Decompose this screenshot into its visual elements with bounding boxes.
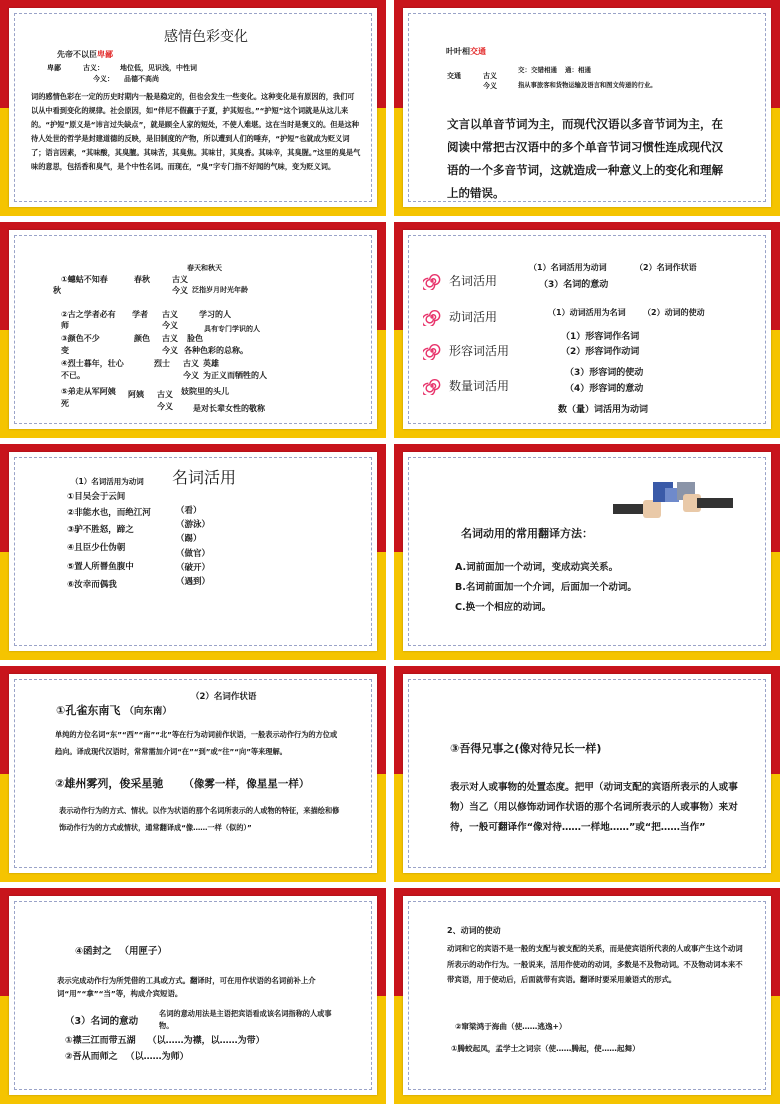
- body-paragraph: 表示对人或事物的处置态度。把甲（动词支配的宾语所表示的人或事物）当乙（用以修饰动词作状语的那个名词所表示的人或事物）来对待，一般可翻译作“像对待……一样地……”或“把……当作”: [450, 782, 738, 833]
- gloss-item: （做官）: [176, 549, 211, 559]
- example-title: ②雄州雾列，俊采星驰 （像雾一样，像星星一样）: [55, 777, 310, 790]
- method-item: C.换一个相应的动词。: [455, 602, 552, 613]
- gloss-word: 交通: [447, 72, 461, 80]
- example-text: ②古之学者必有: [61, 310, 116, 319]
- definition-note: 名词的意动用法是主语把宾语看成该名词指称的人或事物。: [159, 1009, 332, 1030]
- example-text: ①蟪蛄不知春: [61, 275, 108, 284]
- slide-card: [9, 896, 377, 1095]
- example-title: ①孔雀东南飞 （向东南）: [56, 704, 172, 717]
- gloss-label: 今义: [172, 286, 188, 295]
- body-paragraph: 词的感情色彩在一定的历史时期内一般是稳定的，但也会发生一些变化。这种变化是有原因的，我们可以从中看到变化的规律。社会原因，如“伴尼不假羸于子夏，护其短也。”“护短”这个词就是从这儿来的。“护短”原义是“讳言过失缺点”，就是顾全人家的短处，不使人难堪。这在当时是褒义的。但是这种待人处世的哲学是封建道德的反映，是旧制度的产物，所以遭到人们的唾弃，“护短”也就成为贬义词了；语言因素，“其味酸，其臭膻。其味苦，其臭焦。其味甘，其臭香。其味辛，其臭腥。”这里的臭是气味的意思，包括香和臭气，是个中性名词。而现在，“臭”字专门指不好闻的气味，变为贬义词。: [31, 92, 361, 171]
- slide-emotional-color-change[interactable]: [0, 0, 386, 216]
- gloss-item: （游泳）: [176, 520, 211, 530]
- gloss-line: 交：交错相通 通：相通: [518, 66, 591, 74]
- sub-item: （4）形容词的意动: [565, 384, 644, 394]
- example-text: 秋: [53, 286, 61, 295]
- slide-treat-as[interactable]: [394, 666, 780, 882]
- example-line: 叶叶相交通: [446, 47, 486, 56]
- sub-item: （1）形容词作名词: [561, 332, 640, 342]
- gloss-label: 古义: [157, 390, 173, 399]
- slide-card: [403, 896, 771, 1095]
- sub-item: （2）形容词作动词: [561, 347, 640, 357]
- slide-card: [403, 674, 771, 873]
- gloss-label: 古义: [183, 359, 199, 368]
- slide-noun-as-adverbial[interactable]: [0, 666, 386, 882]
- gloss-text: 为正义而牺牲的人: [203, 371, 267, 380]
- sub-item: （2）动词的使动: [643, 308, 705, 317]
- key-word: 颜色: [134, 334, 150, 343]
- gloss-text: 具有专门学识的人: [204, 325, 260, 333]
- gloss-text: 脸色: [187, 334, 203, 343]
- body-paragraph: 动词和它的宾语不是一般的支配与被支配的关系，而是使宾语所代表的人或事产生这个动词所表示的动作行为。一般说来，活用作使动的动词，多数是不及物动词。不及物动词本来不带宾语，用于使动后，后面就带有宾语。翻译时要采用兼语式的形式。: [447, 944, 743, 984]
- example-item: ⑥汝幸而偶我: [67, 580, 117, 590]
- slide-card: [9, 452, 377, 651]
- example-item: ⑤置人所罾鱼腹中: [67, 562, 134, 572]
- gloss-label: 古义: [162, 310, 178, 319]
- slide-ancient-modern-meaning[interactable]: [0, 222, 386, 438]
- example-item: ①腾蛟起凤，孟学士之词宗（使……腾起，使……起舞）: [451, 1044, 640, 1053]
- sub-item: （1）名词活用为动词: [529, 263, 607, 272]
- key-word: 学者: [132, 310, 148, 319]
- slide-instrument-and-putative[interactable]: [0, 888, 386, 1104]
- sub-item: （2）名词作状语: [635, 263, 697, 272]
- method-item: A.词前面加一个动词，变成动宾关系。: [455, 562, 619, 573]
- gloss-label: 今义: [183, 371, 199, 380]
- sub-item: （1）动词活用为名词: [548, 308, 626, 317]
- gloss-item: （踢）: [176, 534, 202, 544]
- gloss-item: （看）: [176, 506, 202, 516]
- method-item: B.名词前面加一个介词，后面加一个动词。: [455, 582, 637, 593]
- puzzle-handshake-image: [613, 474, 733, 532]
- sub-item: （3）名词的意动: [539, 280, 609, 290]
- example-item: ②非能水也，而绝江河: [67, 508, 151, 518]
- sub-item: 数（量）词活用为动词: [558, 405, 649, 415]
- slide-card: [403, 452, 771, 651]
- gloss-text: 春天和秋天: [187, 264, 222, 272]
- gloss-label: 今义: [162, 346, 178, 355]
- example-item: ②吾从而师之 （以……为师）: [65, 1052, 189, 1062]
- slide-noun-as-verb[interactable]: [0, 444, 386, 660]
- slide-title: 感情色彩变化: [164, 29, 248, 45]
- example-title: ③吾得兄事之(像对待兄长一样): [450, 742, 602, 755]
- category-item[interactable]: 动词活用: [449, 310, 498, 324]
- gloss-label: 古义: [172, 275, 188, 284]
- body-paragraph: 表示动作行为的方式、情状。以作为状语的那个名词所表示的人或物的特征，来描绘和修饰动作行为的方式或情状，通常翻译成“像……一样（似的）”: [59, 806, 340, 832]
- slide-word-class-usage[interactable]: [394, 222, 780, 438]
- sub-item: （3）形容词的使动: [565, 368, 644, 378]
- slide-card: [403, 230, 771, 429]
- gloss-text: 妓院里的头儿: [181, 387, 229, 396]
- gloss-text: 学习的人: [199, 310, 231, 319]
- slide-card: [9, 8, 377, 207]
- gloss-label: 古义: [483, 72, 497, 80]
- example-line: 先帝不以臣卑鄙: [57, 50, 113, 59]
- category-item[interactable]: 数量词活用: [449, 379, 510, 393]
- key-word: 阿姨: [128, 390, 144, 399]
- gloss-line: 卑鄙 古义： 地位低，见识浅，中性词: [47, 64, 197, 72]
- gloss-text: 各种色彩的总称。: [184, 346, 248, 355]
- gloss-label: 今义: [162, 321, 178, 330]
- body-paragraph: 单纯的方位名词“东”“西”“南”“北”等在行为动词前作状语，一般表示动作行为的方位或趋向。译成现代汉语时，常常需加介词“在”“到”或“往”“向”等来理解。: [55, 730, 338, 756]
- slide-card: [9, 674, 377, 873]
- slide-jiaotong[interactable]: [394, 0, 780, 216]
- slide-card: [9, 230, 377, 429]
- gloss-text: 是对长辈女性的敬称: [193, 404, 265, 413]
- spiral-icon: [423, 377, 441, 395]
- gloss-label: 今义: [483, 82, 497, 90]
- example-text: ⑤弟走从军阿姨: [61, 387, 116, 396]
- key-word: 烈士: [154, 359, 170, 368]
- example-text: ④烈士暮年，壮心: [61, 359, 124, 368]
- example-text: 不已。: [61, 371, 85, 380]
- slide-translation-methods[interactable]: [394, 444, 780, 660]
- example-title: ④函封之 （用匣子）: [75, 946, 168, 957]
- example-text: ③颜色不少: [61, 334, 100, 343]
- example-item: ④且臣少仕伪朝: [67, 543, 126, 553]
- slide-title: 名词活用: [172, 468, 237, 487]
- key-word: 春秋: [134, 275, 150, 284]
- spiral-icon: [423, 272, 441, 290]
- example-text: 变: [61, 346, 69, 355]
- category-item[interactable]: 名词活用: [449, 274, 498, 288]
- gloss-text: 指从事旅客和货物运输及语言和图文传递的行业。: [518, 82, 657, 89]
- body-paragraph: 表示完成动作行为所凭借的工具或方式。翻译时，可在用作状语的名词前补上介词“用”“拿”“当”等，构成介宾短语。: [57, 976, 316, 998]
- example-item: ①襟三江而带五湖 （以……为襟，以……为带）: [65, 1036, 265, 1046]
- gloss-item: （破开）: [176, 563, 211, 573]
- gloss-label: 古义: [162, 334, 178, 343]
- section-heading: 名词动用的常用翻译方法：: [461, 527, 593, 540]
- example-item: ③驴不胜怒，蹄之: [67, 525, 134, 535]
- gloss-item: （遇到）: [176, 577, 211, 587]
- gloss-text: 泛指岁月时光年龄: [192, 286, 248, 294]
- category-item[interactable]: 形容词活用: [449, 344, 510, 358]
- gloss-text: 英雄: [203, 359, 219, 368]
- slide-card: [403, 8, 771, 207]
- example-text: 师: [61, 321, 69, 330]
- spiral-icon: [423, 308, 441, 326]
- example-item: ①目吴会于云间: [67, 492, 126, 502]
- section-heading: （3）名词的意动: [65, 1016, 139, 1027]
- body-paragraph: 文言以单音节词为主，而现代汉语以多音节词为主，在阅读中常把古汉语中的多个单音节词习惯性连成现代汉语的一个多音节词，这就造成一种意义上的变化和理解上的错误。: [447, 117, 723, 200]
- section-heading: （1）名词活用为动词: [71, 477, 144, 486]
- spiral-icon: [423, 342, 441, 360]
- example-text: 死: [61, 399, 69, 408]
- section-heading: （2）名词作状语: [191, 692, 257, 702]
- example-item: ②窜梁鸿于海曲（使……逃逸+）: [455, 1022, 567, 1031]
- gloss-line: 今义： 品德不高尚: [93, 75, 159, 83]
- gloss-label: 今义: [157, 402, 173, 411]
- slide-causative-verbs[interactable]: [394, 888, 780, 1104]
- section-heading: 2、动词的使动: [447, 926, 501, 935]
